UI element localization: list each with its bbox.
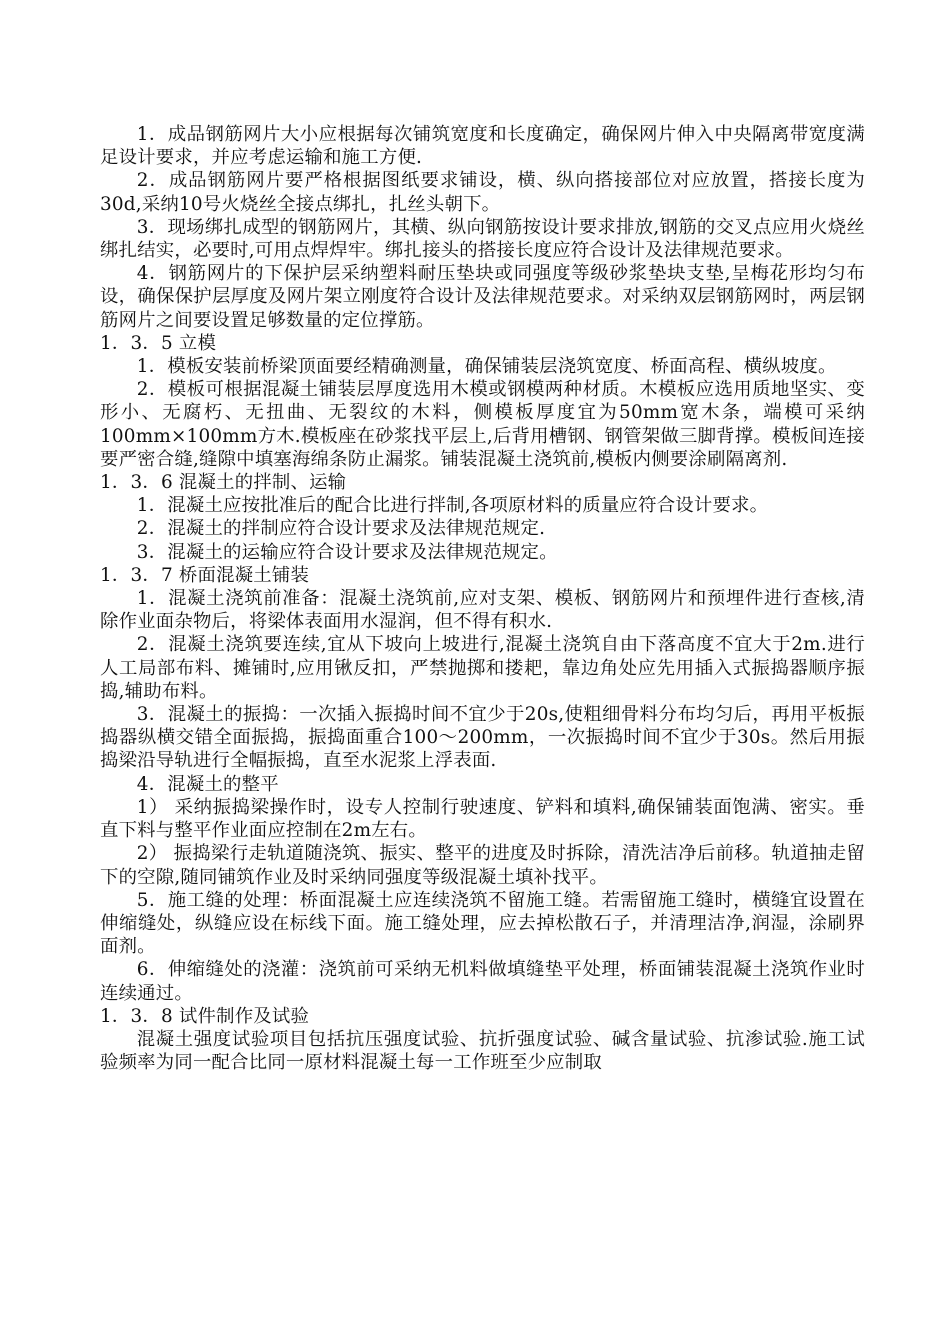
paragraph: 2．混凝土浇筑要连续,宜从下坡向上坡进行,混凝土浇筑自由下落高度不宜大于2m.进行人工局部布料、摊铺时,应用锹反扣，严禁抛掷和搂耙，靠边角处应先用插入式振捣器顺序振捣,辅助布料。	[100, 634, 865, 702]
paragraph: 混凝土强度试验项目包括抗压强度试验、抗折强度试验、碱含量试验、抗渗试验.施工试验频率为同一配合比同一原材料混凝土每一工作班至少应制取	[100, 1028, 865, 1074]
paragraph: 2．模板可根据混凝土铺装层厚度选用木模或钢模两种材质。木模板应选用质地坚实、变形小、无腐朽、无扭曲、无裂纹的木料，侧模板厚度宜为50mm宽木条，端模可采纳100mm×100mm方木.模板座在砂浆找平层上,后背用槽钢、钢管架做三脚背撑。模板间连接要严密合缝,缝隙中填塞海绵条防止漏浆。铺装混凝土浇筑前,模板内侧要涂刷隔离剂.	[100, 379, 865, 470]
section-heading: 1．3．5 立模	[100, 332, 217, 354]
paragraph: 2．成品钢筋网片要严格根据图纸要求铺设，横、纵向搭接部位对应放置，搭接长度为30d,采纳10号火烧丝全接点绑扎，扎丝头朝下。	[100, 170, 865, 215]
paragraph: 5．施工缝的处理：桥面混凝土应连续浇筑不留施工缝。若需留施工缝时，横缝宜设置在伸缩缝处，纵缝应设在标线下面。施工缝处理，应去掉松散石子，并清理洁净,润湿，涂刷界面剂。	[100, 889, 866, 958]
paragraph: 2．混凝土的拌制应符合设计要求及法律规范规定.	[136, 518, 546, 540]
paragraph: 1．成品钢筋网片大小应根据每次铺筑宽度和长度确定，确保网片伸入中央隔离带宽度满足设计要求，并应考虑运输和施工方便.	[100, 124, 865, 169]
paragraph: 3．混凝土的运输应符合设计要求及法律规范规定。	[136, 541, 558, 563]
section-heading: 1．3．7 桥面混凝土铺装	[100, 564, 310, 586]
paragraph: 1．混凝土应按批准后的配合比进行拌制,各项原材料的质量应符合设计要求。	[136, 495, 769, 517]
paragraph: 2） 振捣梁行走轨道随浇筑、振实、整平的进度及时拆除，清洗洁净后前移。轨道抽走留下的空隙,随同铺筑作业及时采纳同强度等级混凝土填补找平。	[100, 843, 865, 888]
document-body	[100, 123, 865, 1074]
paragraph: 3．混凝土的振捣：一次插入振捣时间不宜少于20s,使粗细骨料分布均匀后，再用平板振捣器纵横交错全面振捣，振捣面重合100～200mm，一次振捣时间不宜少于30s。然后用振捣梁沿导轨进行全幅振捣，直至水泥浆上浮表面.	[100, 704, 865, 772]
paragraph: 1） 采纳振捣梁操作时，设专人控制行驶速度、铲料和填料,确保铺装面饱满、密实。垂直下料与整平作业面应控制在2m左右。	[100, 796, 865, 842]
section-heading: 1．3．8 试件制作及试验	[100, 1005, 310, 1027]
paragraph: 1．模板安装前桥梁顶面要经精确测量，确保铺装层浇筑宽度、桥面高程、横纵坡度。	[136, 356, 837, 378]
paragraph: 6．伸缩缝处的浇灌：浇筑前可采纳无机料做填缝垫平处理，桥面铺装混凝土浇筑作业时连续通过。	[100, 959, 865, 1004]
paragraph: 4．混凝土的整平	[136, 773, 279, 795]
paragraph: 1．混凝土浇筑前准备：混凝土浇筑前,应对支架、模板、钢筋网片和预埋件进行查核,清除作业面杂物后，将梁体表面用水湿润，但不得有积水.	[100, 588, 865, 633]
section-heading: 1．3．6 混凝土的拌制、运输	[100, 472, 347, 494]
paragraph: 4．钢筋网片的下保护层采纳塑料耐压垫块或同强度等级砂浆垫块支垫,呈梅花形均匀布设，确保保护层厚度及网片架立刚度符合设计及法律规范要求。对采纳双层钢筋网时，两层钢筋网片之间要设置足够数量的定位撑筋。	[100, 263, 865, 331]
paragraph: 3．现场绑扎成型的钢筋网片，其横、纵向钢筋按设计要求排放,钢筋的交叉点应用火烧丝绑扎结实，必要时,可用点焊焊牢。绑扎接头的搭接长度应符合设计及法律规范要求。	[100, 216, 865, 262]
